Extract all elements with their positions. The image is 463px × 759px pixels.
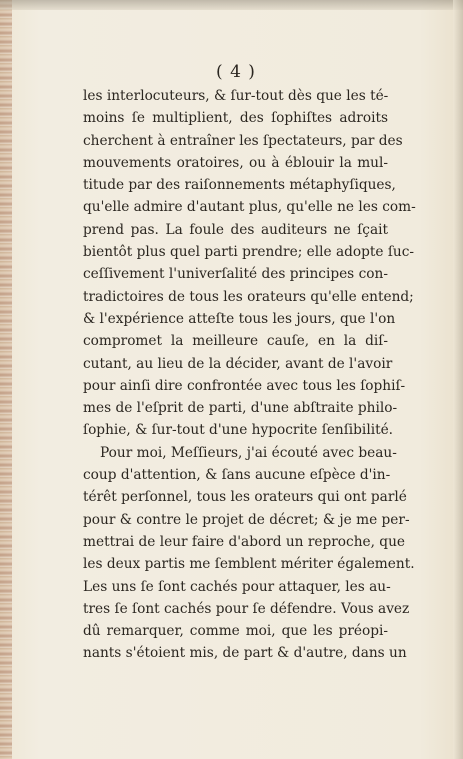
text-line: titude par des raiſonnements métaphyſiques, [83, 177, 396, 194]
page-top-edge [0, 0, 463, 10]
text-line: prend pas. La foule des auditeurs ne ſçait [83, 221, 388, 238]
text-line: mouvements oratoires, ou à éblouir la mul- [83, 154, 388, 171]
text-line: coup d'attention, & ſans aucune eſpèce d'in- [83, 467, 391, 484]
text-line: pour ainſi dire confrontée avec tous les ſophiſ- [83, 377, 406, 394]
text-line: moins ſe multiplient, des ſophiſtes adroits [83, 110, 388, 127]
text-line: tradictoires de tous les orateurs qu'elle entend; [83, 288, 414, 305]
text-line: qu'elle admire d'autant plus, qu'elle ne les com- [83, 199, 416, 216]
text-line: cutant, au lieu de la décider, avant de l'avoir [83, 355, 393, 372]
text-line: & l'expérience atteſte tous les jours, que l'on [83, 310, 396, 327]
text-line: mettrai de leur faire d'abord un reproche, que [83, 533, 405, 550]
page-number: ( 4 ) [216, 62, 256, 82]
paragraph-first-line: Pour moi, Meſſieurs, j'ai écouté avec beau- [100, 444, 397, 461]
text-line: dû remarquer, comme moi, que les préopi- [83, 623, 388, 640]
text-line: ſophie, & ſur-tout d'une hypocrite ſenſibilité. [83, 422, 394, 439]
body-text [83, 85, 416, 665]
page-right-edge [453, 0, 463, 759]
text-line: cherchent à entraîner les ſpectateurs, par des [83, 132, 403, 149]
text-line: térêt perſonnel, tous les orateurs qui ont parlé [83, 489, 407, 506]
text-line: pour & contre le projet de décret; & je me per- [83, 511, 410, 528]
text-line: mes de l'eſprit de parti, d'une abſtraite philo- [83, 400, 398, 417]
text-line: les deux partis me ſemblent mériter également. [83, 556, 415, 573]
text-line: tres ſe ſont cachés pour ſe défendre. Vous avez [83, 600, 410, 617]
text-line: les interlocuteurs, & ſur-tout dès que les té- [83, 88, 389, 104]
text-line: bientôt plus quel parti prendre; elle adopte ſuc- [83, 244, 415, 261]
text-line: compromet la meilleure cauſe, en la diſ- [83, 333, 388, 350]
text-line: nants s'étoient mis, de part & d'autre, dans un [83, 645, 407, 662]
text-line: ceſſivement l'univerſalité des principes con- [83, 266, 388, 283]
book-binding-edge [0, 0, 12, 759]
text-line: Les uns ſe ſont cachés pour attaquer, les au- [83, 578, 391, 595]
